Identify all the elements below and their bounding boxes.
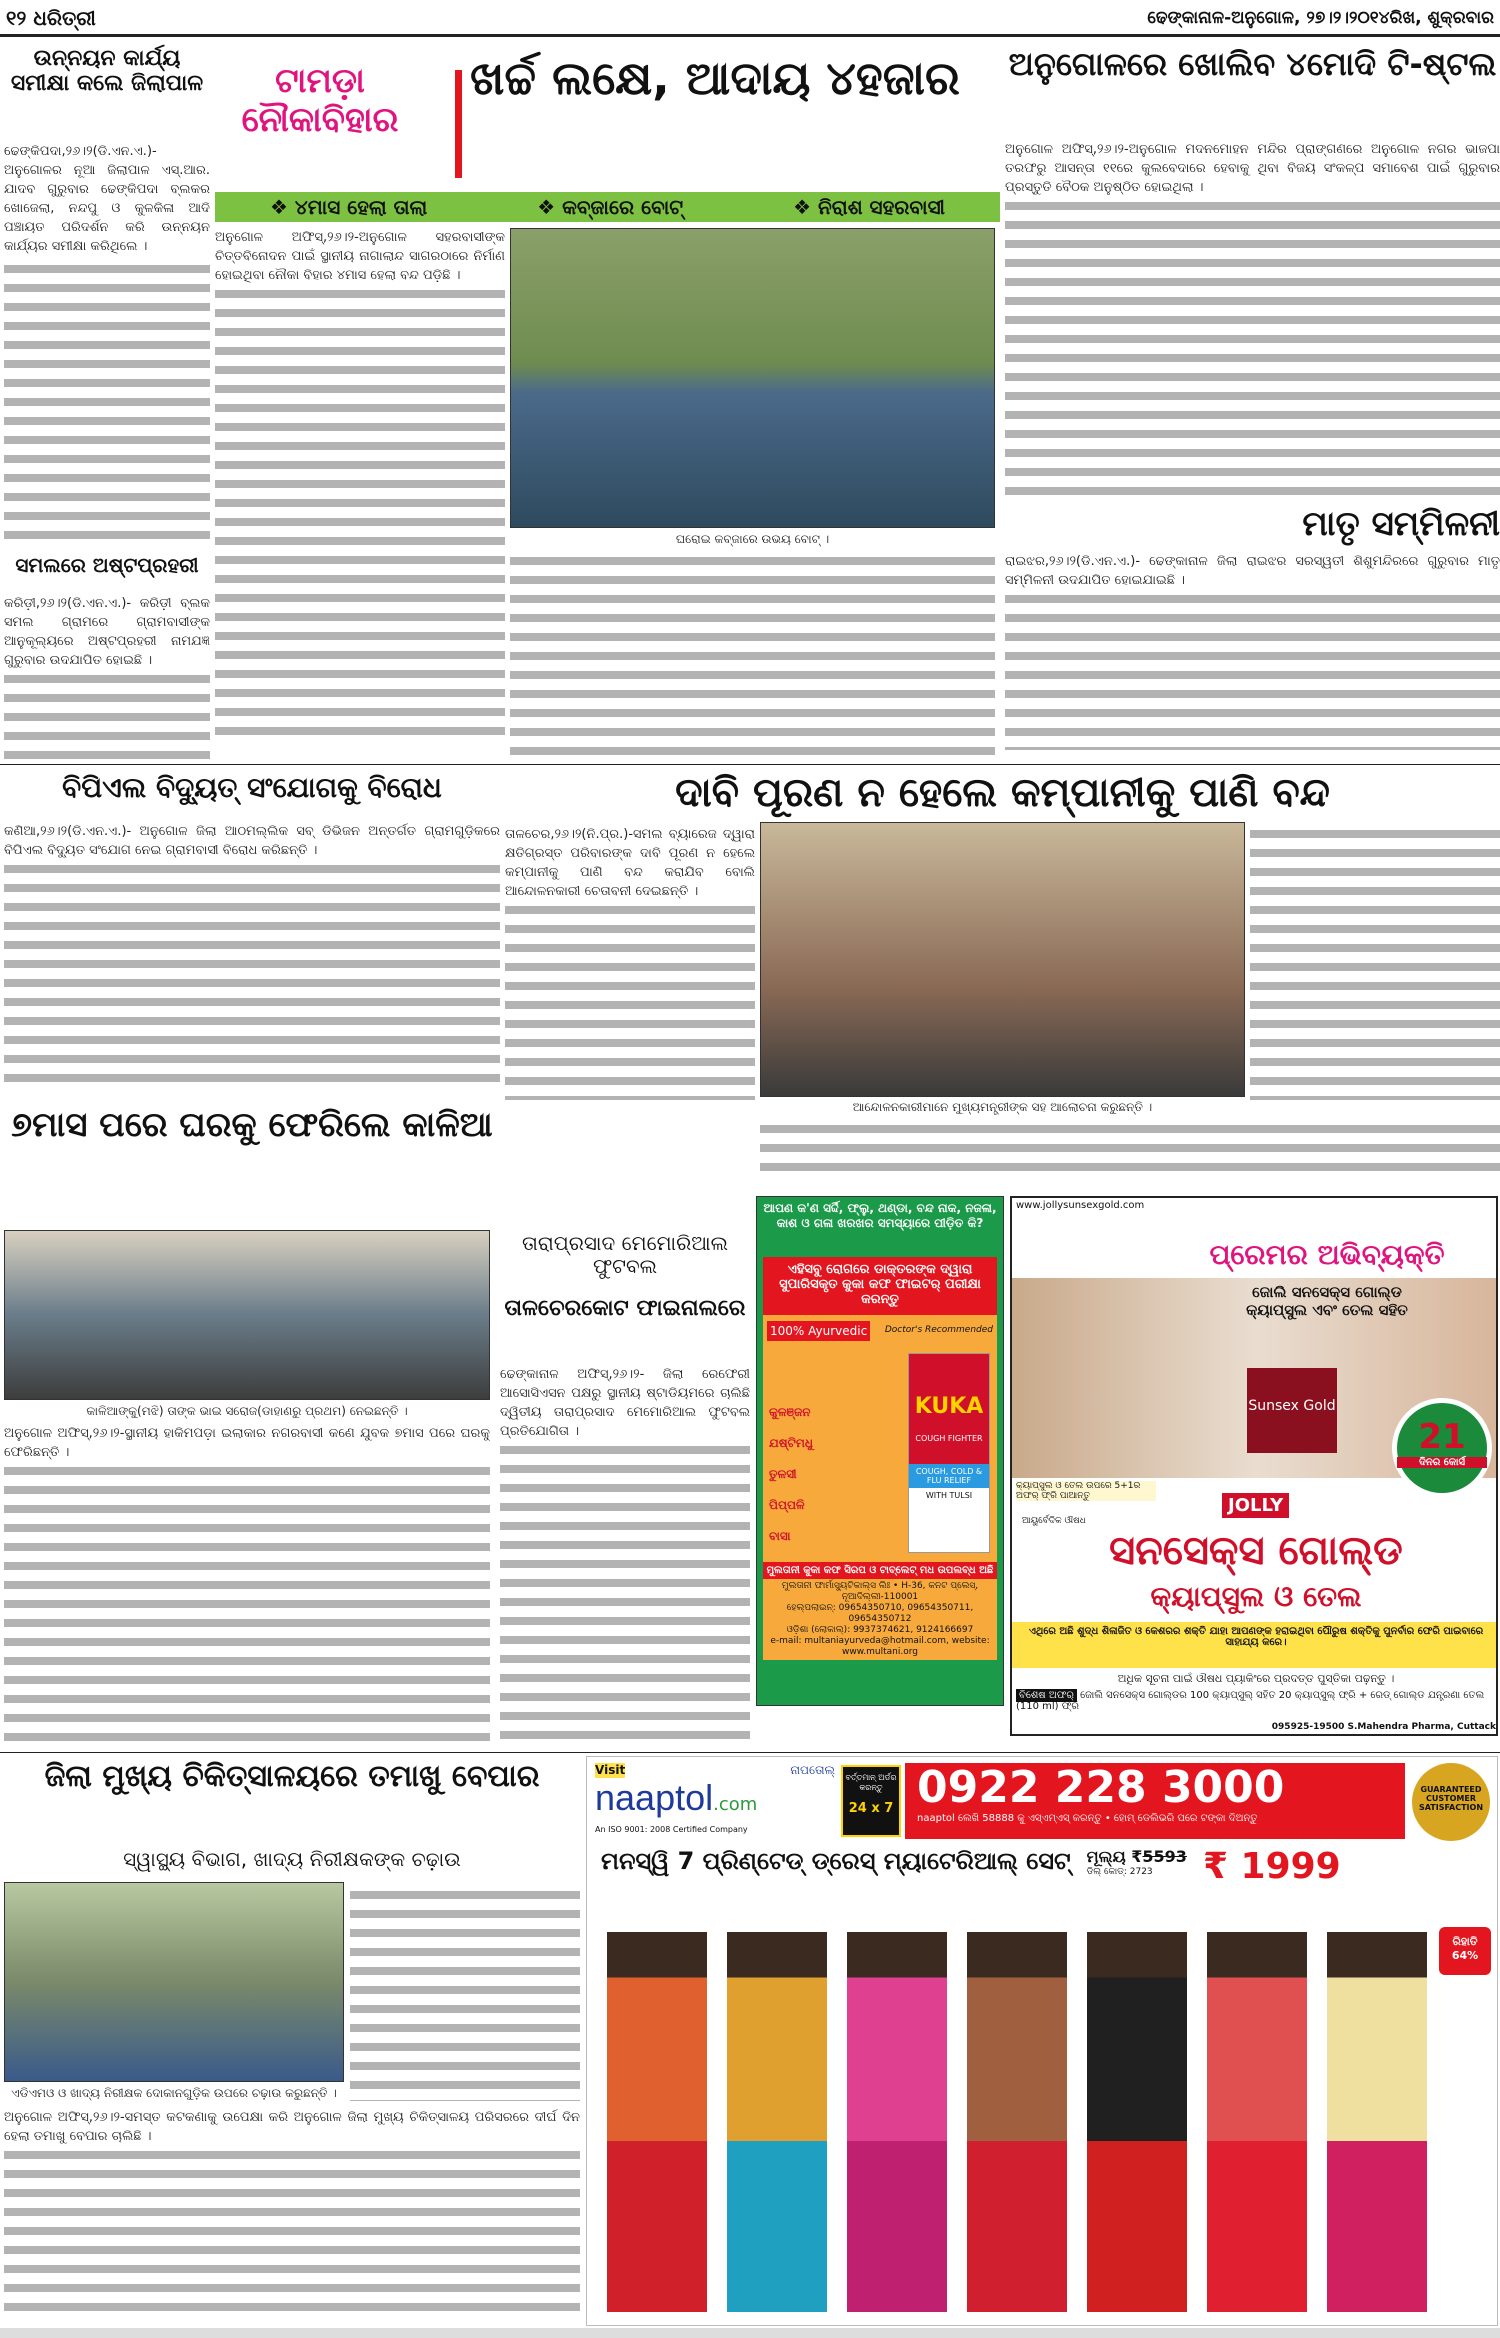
article-water-col2 bbox=[1250, 825, 1500, 1100]
ad-url: www.jollysunsexgold.com bbox=[1016, 1200, 1145, 1211]
herb-list: କୁଳଞ୍ଜନ ଯଷ୍ଟିମଧୁ ତୁଳସୀ ପିପ୍ପଳି ବାସା bbox=[769, 1405, 813, 1543]
deal-code: ଡିଲ୍ କୋଡ୍: 2723 bbox=[1086, 1867, 1153, 1877]
model-figure bbox=[847, 1932, 947, 2312]
article-lead: ଅନୁଗୋଳ ଅଫିସ୍,୨୬।୨-ସ୍ଥାନୀୟ ହାକିମପଡ଼ା ଇଲାକାର ନଗରବାସୀ କଣେ ଯୁବକ ୭ମାସ ପରେ ଘରକୁ ଫେରିଛନ୍ତି । bbox=[4, 1426, 490, 1460]
divider bbox=[0, 1752, 1500, 1753]
helpline: ହେଲ୍ପଲାଇନ୍: 09654350710, 09654350711, 09654350712 bbox=[786, 1603, 974, 1624]
footer-bar bbox=[0, 2328, 1500, 2338]
headline-matru: ମାତୃ ସମ୍ମିଳନୀ bbox=[1302, 504, 1500, 544]
info-text: ଅଧିକ ସୂଚନା ପାଇଁ ଔଷଧ ପ୍ୟାକିଂରେ ପ୍ରଦତ୍ତ ପୁସ୍ତିକା ପଢ଼ନ୍ତୁ । bbox=[1117, 1672, 1395, 1685]
article-lead: କରିଡ଼ୀ,୨୬।୨(ଡି.ଏନ.ଏ.)- କରିଡ଼ୀ ବ୍ଲକ ସମଲ ଗ୍ରାମରେ ଗ୍ରାମବାସୀଙ୍କ ଆନୁକୂଲ୍ୟରେ ଅଷ୍ଟପ୍ରହରୀ ନାମଯଜ୍ଞ ଗୁରୁବାର ଉଦଯାପିତ ହୋଇଛି । bbox=[4, 596, 210, 668]
ad-title: ପ୍ରେମର ଅଭିବ୍ୟକ୍ତି bbox=[1209, 1238, 1445, 1271]
header-rule bbox=[0, 34, 1500, 37]
naaptol-brand: naaptol bbox=[595, 1777, 714, 1818]
article-kalia bbox=[4, 1424, 490, 1744]
article-samal bbox=[4, 594, 210, 760]
main-headline: ଖର୍ଚ୍ଚ ଲକ୍ଷେ, ଆଦାୟ ୪ହଜାର bbox=[470, 51, 960, 105]
headline-water: ଦାବି ପୂରଣ ନ ହେଲେ କମ୍ପାନୀକୁ ପାଣି ବନ୍ଦ bbox=[675, 770, 1330, 816]
highlight: ❖ ନିରାଶ ସହରବାସୀ bbox=[793, 195, 946, 219]
21-day-seal: 21 ଦିନର କୋର୍ସ bbox=[1392, 1398, 1492, 1498]
dateline: ଢେଙ୍କାନାଳ-ଅନୁଗୋଳ, ୨୭।୨।୨୦୧୪ରିଖ, ଶୁକ୍ରବାର bbox=[1147, 8, 1494, 28]
article-lead: ଅନୁଗୋଳ ଅଫିସ୍,୨୬।୨-ଅନୁଗୋଳ ସହରବାସୀଙ୍କ ଚିତ୍ତବିନୋଦନ ପାଇଁ ସ୍ଥାନୀୟ ନାଗାଲାନ୍ଦ ସାଗରଠାରେ ନିର୍ମାଣ ହୋଇଥିବା ନୌକା ବିହାର ୪ମାସ ହେଲା ବନ୍ଦ ପଡ଼ିଛି । bbox=[215, 230, 505, 283]
article-tobacco bbox=[4, 2108, 580, 2323]
jolly-ad[interactable] bbox=[1010, 1196, 1498, 1736]
product-name: ସନସେକ୍ସ ଗୋଲ୍ଡ bbox=[1109, 1528, 1403, 1574]
main-article-col2 bbox=[510, 552, 995, 757]
article-lead: ରାଇଝର,୨୬।୨(ଡି.ଏନ.ଏ.)- ଢେଙ୍କାନାଳ ଜିଲା ରାଇଝର ସରସ୍ୱତୀ ଶିଶୁମନ୍ଦିରରେ ଗୁରୁବାର ମାତୃ ସମ୍ମିଳନୀ ଉଦଯାପିତ ହୋଇଯାଇଛି । bbox=[1005, 554, 1500, 588]
iso-label: An ISO 9001: 2008 Certified Company bbox=[595, 1825, 748, 1834]
product-row bbox=[601, 1847, 1431, 1887]
headline-bpl: ବିପିଏଲ ବିଦ୍ୟୁତ୍ ସଂଯୋଗକୁ ବିରୋଧ bbox=[62, 771, 442, 804]
product-title: ମନସ୍ୱି 7 ପ୍ରିଣ୍ଟେଡ୍ ଡ୍ରେସ୍ ମ୍ୟାଟେରିଆଲ୍ ସେଟ୍ bbox=[601, 1847, 1071, 1875]
article-lead: ଢେଙ୍କାନାଳ ଅଫିସ୍,୨୬।୨- ଜିଲା ରେଫେରୀ ଆସୋସିଏସନ ପକ୍ଷରୁ ସ୍ଥାନୀୟ ଷ୍ଟାଡିୟମରେ ଚାଲିଛି ଦ୍ୱିତୀୟ ତାରାପ୍ରସାଦ ମେମୋରିଆଲ ଫୁଟବଲ ପ୍ରତିଯୋଗିତା । bbox=[500, 1367, 750, 1439]
page-number: ୧୨ ଧରିତ୍ରୀ bbox=[6, 6, 96, 30]
visit-label: Visit bbox=[595, 1763, 626, 1777]
ayur-label: ଆୟୁର୍ବେଦିକ ଔଷଧ bbox=[1022, 1516, 1086, 1526]
order-box: ବର୍ତ୍ତମାନ୍ ଅର୍ଡର କରନ୍ତୁ 24 x 7 bbox=[841, 1765, 901, 1837]
divider bbox=[0, 764, 1500, 765]
highlights-bar bbox=[215, 192, 1000, 222]
kuka-ad[interactable] bbox=[756, 1196, 1004, 1706]
model-figure bbox=[1327, 1932, 1427, 2312]
photo-caption: ଏଡିଏମଓ ଓ ଖାଦ୍ୟ ନିରୀକ୍ଷକ ଦୋକାନଗୁଡ଼ିକ ଉପରେ ଚଢ଼ାଉ କରୁଛନ୍ତି । bbox=[11, 2086, 337, 2100]
headline-tobacco: ଜିଲା ମୁଖ୍ୟ ଚିକିତ୍ସାଳୟରେ ତମାଖୁ ବେପାର bbox=[44, 1759, 540, 1794]
yellow-band: ଏଥିରେ ଅଛି ଶୁଦ୍ଧ ଶିଳାଜିତ ଓ କେଶରର ଶକ୍ତି ଯାହା ଆପଣଙ୍କ ହରାଇଥିବା ପୌରୁଷ ଶକ୍ତିକୁ ପୁନର୍ବାର ଫେରି ପାଇବାରେ ସାହାଯ୍ୟ କରେ। bbox=[1012, 1622, 1498, 1668]
ad-question: ଆପଣ କ'ଣ ସର୍ଦ୍ଦି, ଫ୍ଲୁ, ଥଣ୍ଡା, ବନ୍ଦ ନାକ, ନଜଳା, କାଶ ଓ ଗଳା ଖରଖର ସମସ୍ୟାରେ ପୀଡ଼ିତ କି? bbox=[763, 1201, 997, 1230]
price-group bbox=[1087, 1847, 1187, 1877]
article-lead: କଣିଆ,୨୬।୨(ଡି.ଏନ.ଏ.)- ଅନୁଗୋଳ ଜିଲା ଆଠମଲ୍ଲିକ ସବ୍ ଡିଭିଜନ ଅନ୍ତର୍ଗତ ଗ୍ରାମଗୁଡ଼ିକରେ ବିପିଏଲ ବିଦ୍ୟୁତ ସଂଯୋଗ ନେଇ ଗ୍ରାମବାସୀ ବିରୋଧ କରିଛନ୍ତି । bbox=[4, 824, 500, 858]
ad-phone: 095925-19500 S.Mahendra Pharma, Cuttack bbox=[1271, 1722, 1496, 1732]
ad-banner: ଏହିସବୁ ରୋଗରେ ଡାକ୍ତରଙ୍କ ଦ୍ୱାରା ସୁପାରିସକୃତ କୁକା କଫ ଫାଇଟର୍ ପରୀକ୍ଷା କରନ୍ତୁ bbox=[763, 1257, 997, 1315]
kuka-bottle: KUKA COUGH FIGHTER COUGH, COLD & FLU RELIEF WITH TULSI bbox=[908, 1353, 990, 1553]
photo-caption: କାଳିଆଙ୍କୁ(ମଝି) ତାଙ୍କ ଭାଇ ସରୋଜ(ଡାହାଣରୁ ପ୍ରଥମ) ନେଇଛନ୍ତି । bbox=[86, 1404, 408, 1418]
product-box: Sunsex Gold bbox=[1247, 1368, 1337, 1453]
article-bpl bbox=[4, 822, 500, 1092]
naaptol-odia: ନାପତୋଲ୍ bbox=[790, 1763, 835, 1777]
doctor-recommended: Doctor's Recommended bbox=[884, 1325, 993, 1335]
naaptol-logo bbox=[595, 1763, 835, 1841]
discount-badge: ରିହାତି 64% bbox=[1439, 1927, 1491, 1975]
email-website: e-mail: multaniayurveda@hotmail.com, website: www.multani.org bbox=[770, 1636, 990, 1657]
article-water-col1 bbox=[505, 825, 755, 1100]
highlight: ❖ ୪ମାସ ହେଲା ତାଲା bbox=[269, 195, 428, 219]
article-matru bbox=[1005, 552, 1500, 757]
family-photo bbox=[4, 1230, 490, 1400]
article-lead: ଅନୁଗୋଳ ଅଫିସ୍,୨୬।୨-ଅନୁଗୋଳ ମଦନମୋହନ ମନ୍ଦିର ପ୍ରାଙ୍ଗଣରେ ଅନୁଗୋଳ ନଗର ଭାଜପା ତରଫରୁ ଆସନ୍ତା ୧୧ରେ କୁଲବେଦାରେ ହେବାକୁ ଥିବା ବିଜୟ ସଂକଳ୍ପ ସମାବେଶ ପାଇଁ ଗୁରୁବାର ପ୍ରସ୍ତୁତି ବୈଠକ ଅନୁଷ୍ଠିତ ହୋଇଥିଲା । bbox=[1005, 142, 1500, 195]
price-label: ମୂଲ୍ୟ ₹5593 bbox=[1086, 1847, 1187, 1866]
special-offer: ବିଶେଷ ଅଫର୍ ଜୋଲି ସନସେକ୍ସ ଗୋଲ୍ଡର 100 କ୍ୟାପ୍ସୁଲ୍ ସହିତ 20 କ୍ୟାପ୍ସୁଲ୍ ଫ୍ରି + ରେଡ୍ ଗୋଲ୍ଡ ଯନ୍ତ୍ରଣା ତେଲ (110 ml) ଫ୍ରି bbox=[1016, 1690, 1485, 1712]
local-phone: ଓଡ଼ିଶା (ଲୋକାଲ୍): 9937374621, 9124166697 bbox=[786, 1625, 974, 1635]
headline-review: ଉନ୍ନୟନ କାର୍ଯ୍ୟ ସମୀକ୍ଷା କଲେ ଜିଲାପାଳ bbox=[10, 46, 204, 97]
ad-bottom: ମୁଲତାନୀ କୁକା କଫ ସିରପ ଓ ଟାବ୍ଲେଟ୍ ମଧ ଉପଲବ୍ଧ ଅଛି bbox=[763, 1562, 997, 1579]
model-figure bbox=[967, 1932, 1067, 2312]
kicker: ଟାମଡ଼ା ନୌକାବିହାର bbox=[241, 61, 399, 141]
article-lead: ତାଳଚେର,୨୬।୨(ନି.ପ୍ର.)-ସମଲ ବ୍ୟାରେଜ ଦ୍ୱାରା କ୍ଷତିଗ୍ରସ୍ତ ପରିବାରଙ୍କ ଦାବି ପୂରଣ ନ ହେଲେ କମ୍ପାନୀକୁ ପାଣି ବନ୍ଦ କରାଯିବ ବୋଲି ଆନ୍ଦୋଳନକାରୀ ଚେତାବନୀ ଦେଇଛନ୍ତି । bbox=[505, 827, 755, 899]
models-row bbox=[607, 1932, 1427, 2312]
main-article-col1 bbox=[215, 228, 505, 758]
product-name2: କ୍ୟାପ୍ସୁଲ ଓ ତେଲ bbox=[1150, 1580, 1362, 1613]
offer-price: ₹ 1999 bbox=[1202, 1846, 1341, 1887]
article-lead: ଅନୁଗୋଳ ଅଫିସ୍,୨୬।୨-ସମସ୍ତ କଟକଣାକୁ ଉପେକ୍ଷା କରି ଅନୁଗୋଳ ଜିଲା ମୁଖ୍ୟ ଚିକିତ୍ସାଳୟ ପରିସରରେ ଦୀର୍ଘ ଦିନ ହେଲା ତମାଖୁ ବେପାର ଚାଲିଛି । bbox=[4, 2110, 580, 2144]
model-figure bbox=[727, 1932, 827, 2312]
article-football bbox=[500, 1365, 750, 1745]
jolly-logo: JOLLY bbox=[1222, 1493, 1289, 1518]
headline-samal: ସମଲରେ ଅଷ୍ଟପ୍ରହରୀ bbox=[15, 553, 199, 577]
subheadline-tobacco: ସ୍ୱାସ୍ଥ୍ୟ ବିଭାଗ, ଖାଦ୍ୟ ନିରୀକ୍ଷକଙ୍କ ଚଢ଼ାଉ bbox=[123, 1847, 461, 1871]
headline-tea-stall: ଅନୁଗୋଳରେ ଖୋଲିବ ୪ମୋଦି ଟି-ଷ୍ଟଲ bbox=[1008, 45, 1497, 83]
model-figure bbox=[1207, 1932, 1307, 2312]
boat-photo bbox=[510, 228, 995, 528]
ad-contact bbox=[763, 1579, 997, 1660]
photo-caption: ଘରୋଇ କବ୍ଜାରେ ଉଭୟ ବୋଟ୍ । bbox=[675, 532, 830, 546]
headline-football: ତାଳଚେରକୋଟ ଫାଇନାଲରେ bbox=[504, 1296, 746, 1321]
football-kicker: ତାରାପ୍ରସାଦ ମେମୋରିଆଲ ଫୁଟବଲ bbox=[521, 1231, 729, 1278]
kicker-divider bbox=[455, 70, 462, 178]
raid-photo bbox=[4, 1882, 344, 2082]
protest-photo bbox=[760, 822, 1245, 1097]
article-water-col3 bbox=[760, 1120, 1500, 1180]
article-review bbox=[4, 142, 210, 542]
order-phone[interactable]: 0922 228 3000 bbox=[917, 1762, 1285, 1813]
ayurvedic-badge: 100% Ayurvedic bbox=[767, 1321, 870, 1341]
company-address: ମୁଲତାନୀ ଫାର୍ମାସ୍ୟୁଟିକାଲ୍ସ ଲିଃ • H-36, କନଟ ପ୍ଲେସ୍, ନୂଆଦିଲ୍ଲୀ-110001 bbox=[781, 1581, 979, 1602]
phone-band bbox=[905, 1763, 1405, 1839]
model-figure bbox=[607, 1932, 707, 2312]
article-lead: ଢେଙ୍କିପଦା,୨୬।୨(ଡି.ଏନ.ଏ.)- ଅନୁଗୋଳର ନୂଆ ଜିଲାପାଳ ଏସ୍.ଆର. ଯାଦବ ଗୁରୁବାର ଢେଙ୍କିପଦା ବ୍ଲକର ଖୋଜେଲା, ନନ୍ଦପୁ ଓ କୁଳକିଳା ଆଦି ପଞ୍ଚାୟତ ପରିଦର୍ଶନ କରି ଉନ୍ନୟନ କାର୍ଯ୍ୟର ସମୀକ୍ଷା କରିଥିଲେ । bbox=[4, 144, 210, 254]
guarantee-seal: GUARANTEED CUSTOMER SATISFACTION bbox=[1412, 1763, 1490, 1841]
article-tea-stall bbox=[1005, 140, 1500, 500]
offer-text: କ୍ୟାପ୍ସୁଲ ଓ ତେଲ ଉପରେ 5+1ର ଅଫର୍ ଫ୍ରି ପାଆନ୍ତୁ bbox=[1016, 1481, 1156, 1501]
model-figure bbox=[1087, 1932, 1187, 2312]
photo-caption: ଆନ୍ଦୋଳନକାରୀମାନେ ମୁଖ୍ୟମନ୍ତ୍ରୀଙ୍କ ସହ ଆଲୋଚନା କରୁଛନ୍ତି । bbox=[852, 1100, 1153, 1114]
sms-text: naaptol ଲେଖି 58888 କୁ ଏସ୍ଏମ୍ଏସ୍ କରନ୍ତୁ • ହୋମ୍ ଡେଲିଭରି ପରେ ଟଙ୍କା ଦିଅନ୍ତୁ bbox=[917, 1813, 1258, 1824]
highlight: ❖ କବ୍ଜାରେ ବୋଟ୍ bbox=[537, 195, 684, 219]
naaptol-ad[interactable] bbox=[586, 1756, 1498, 2326]
ad-sub: ଜୋଲି ସନସେକ୍ସ ଗୋଲ୍ଡ କ୍ୟାପ୍ସୁଲ ଏବଂ ତେଲ ସହିତ bbox=[1246, 1283, 1408, 1319]
naaptol-com: .com bbox=[713, 1794, 758, 1815]
article-tobacco-col1 bbox=[350, 1886, 580, 2101]
headline-kalia: ୭ମାସ ପରେ ଘରକୁ ଫେରିଲେ କାଳିଆ bbox=[11, 1105, 493, 1145]
